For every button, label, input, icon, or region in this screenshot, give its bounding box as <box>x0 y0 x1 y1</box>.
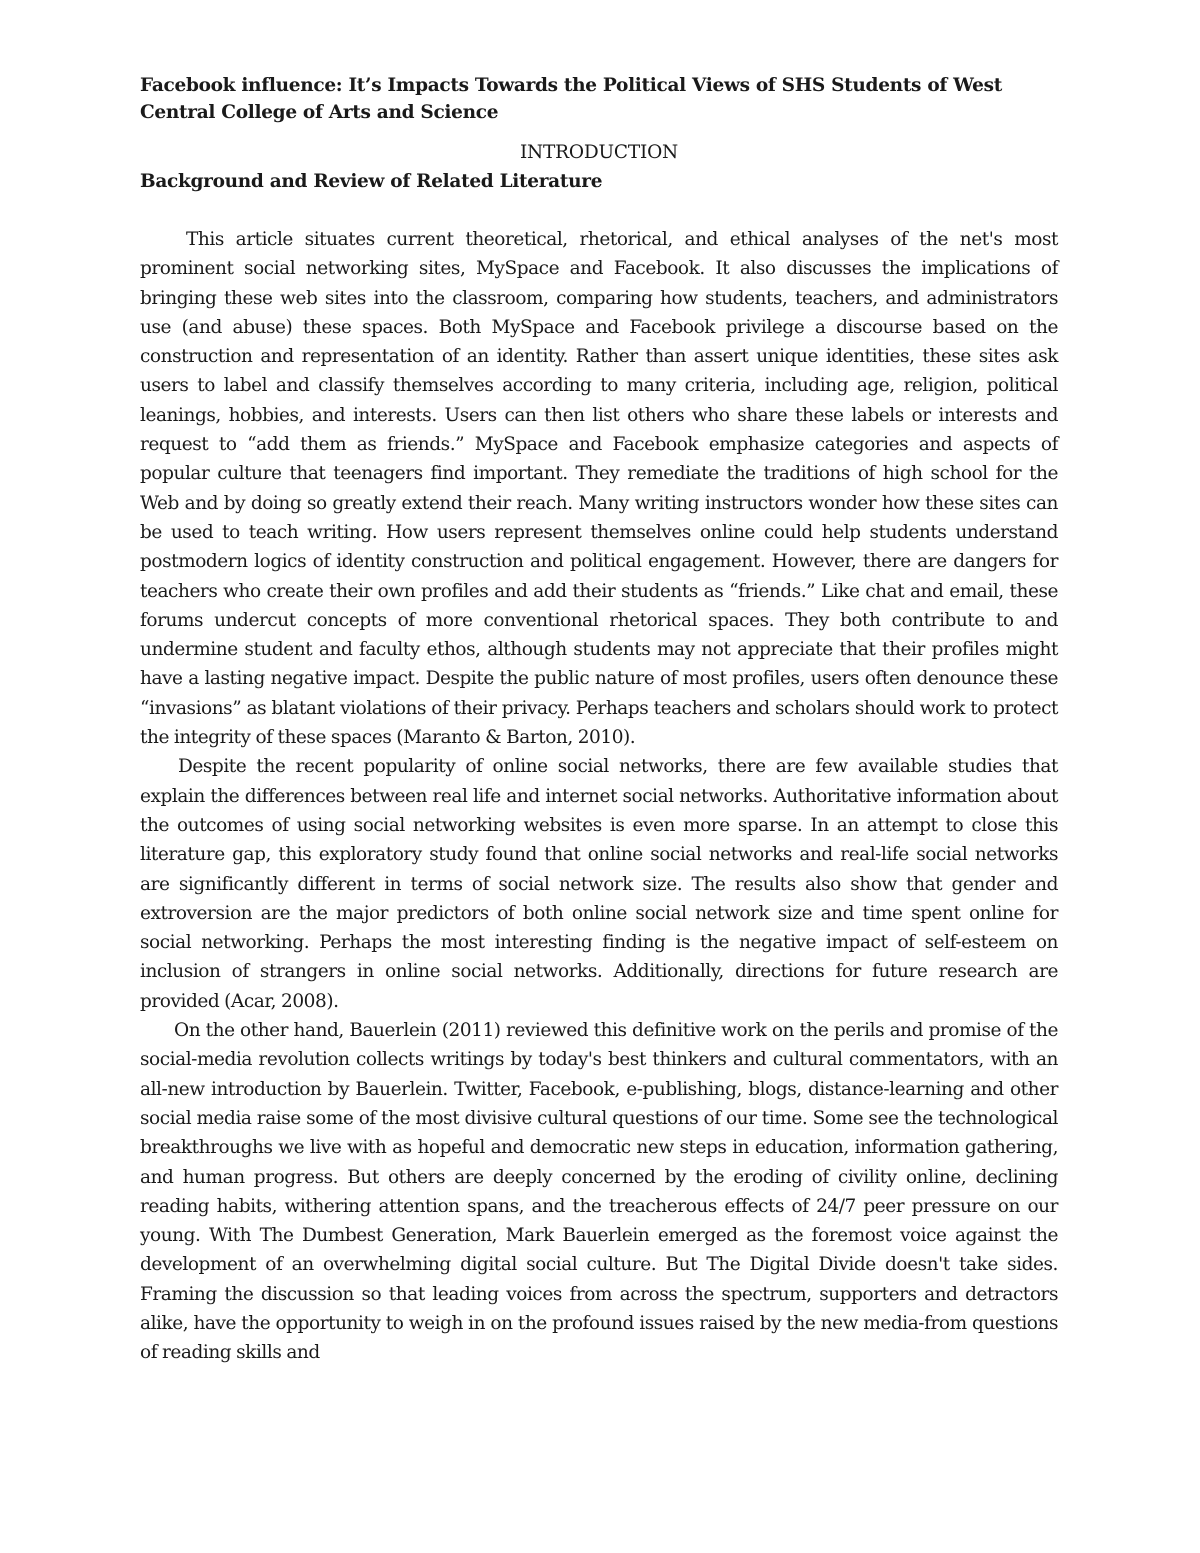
document-title: Facebook influence: It’s Impacts Towards the Political Views of SHS Students of West Central College of Arts and Science <box>140 75 1002 123</box>
paragraph-1: This article situates current theoretical, rhetorical, and ethical analyses of the net's most prominent social networking sites, MySpace and Facebook. It also discusses the implications of bringing these web sites into the classroom, comparing how students, teachers, and administrators use (and abuse) these spaces. Both MySpace and Facebook privilege a discourse based on the construction and representation of an identity. Rather than assert unique identities, these sites ask users to label and classify themselves according to many criteria, including age, religion, political leanings, hobbies, and interests. Users can then list others who share these labels or interests and request to “add them as friends.” MySpace and Facebook emphasize categories and aspects of popular culture that teenagers find important. They remediate the traditions of high school for the Web and by doing so greatly extend their reach. Many writing instructors wonder how these sites can be used to teach writing. How users represent themselves online could help students understand postmodern logics of identity construction and political engagement. However, there are dangers for teachers who create their own profiles and add their students as “friends.” Like chat and email, these forums undercut concepts of more conventional rhetorical spaces. They both contribute to and undermine student and faculty ethos, although students may not appreciate that their profiles might have a lasting negative impact. Despite the public nature of most profiles, users often denounce these “invasions” as blatant violations of their privacy. Perhaps teachers and scholars should work to protect the integrity of these spaces (Maranto & Barton, 2010). <box>140 229 1058 749</box>
section-heading-introduction: INTRODUCTION <box>519 142 679 163</box>
document-page <box>140 72 1058 1368</box>
paragraph-2: Despite the recent popularity of online social networks, there are few available studies that explain the differences between real life and internet social networks. Authoritative information about the outcomes of using social networking websites is even more sparse. In an attempt to close this literature gap, this exploratory study found that online social networks and real-life social networks are significantly different in terms of social network size. The results also show that gender and extroversion are the major predictors of both online social network size and time spent online for social networking. Perhaps the most interesting finding is the negative impact of self-esteem on inclusion of strangers in online social networks. Additionally, directions for future research are provided (Acar, 2008). <box>140 756 1058 1012</box>
sub-heading-background: Background and Review of Related Literature <box>140 171 603 192</box>
paragraph-3: On the other hand, Bauerlein (2011) reviewed this definitive work on the perils and promise of the social-media revolution collects writings by today's best thinkers and cultural commentators, with an all-new introduction by Bauerlein. Twitter, Facebook, e-publishing, blogs, distance-learning and other social media raise some of the most divisive cultural questions of our time. Some see the technological breakthroughs we live with as hopeful and democratic new steps in education, information gathering, and human progress. But others are deeply concerned by the eroding of civility online, declining reading habits, withering attention spans, and the treacherous effects of 24/7 peer pressure on our young. With The Dumbest Generation, Mark Bauerlein emerged as the foremost voice against the development of an overwhelming digital social culture. But The Digital Divide doesn't take sides. Framing the discussion so that leading voices from across the spectrum, supporters and detractors alike, have the opportunity to weigh in on the profound issues raised by the new media-from questions of reading skills and <box>140 1020 1058 1364</box>
